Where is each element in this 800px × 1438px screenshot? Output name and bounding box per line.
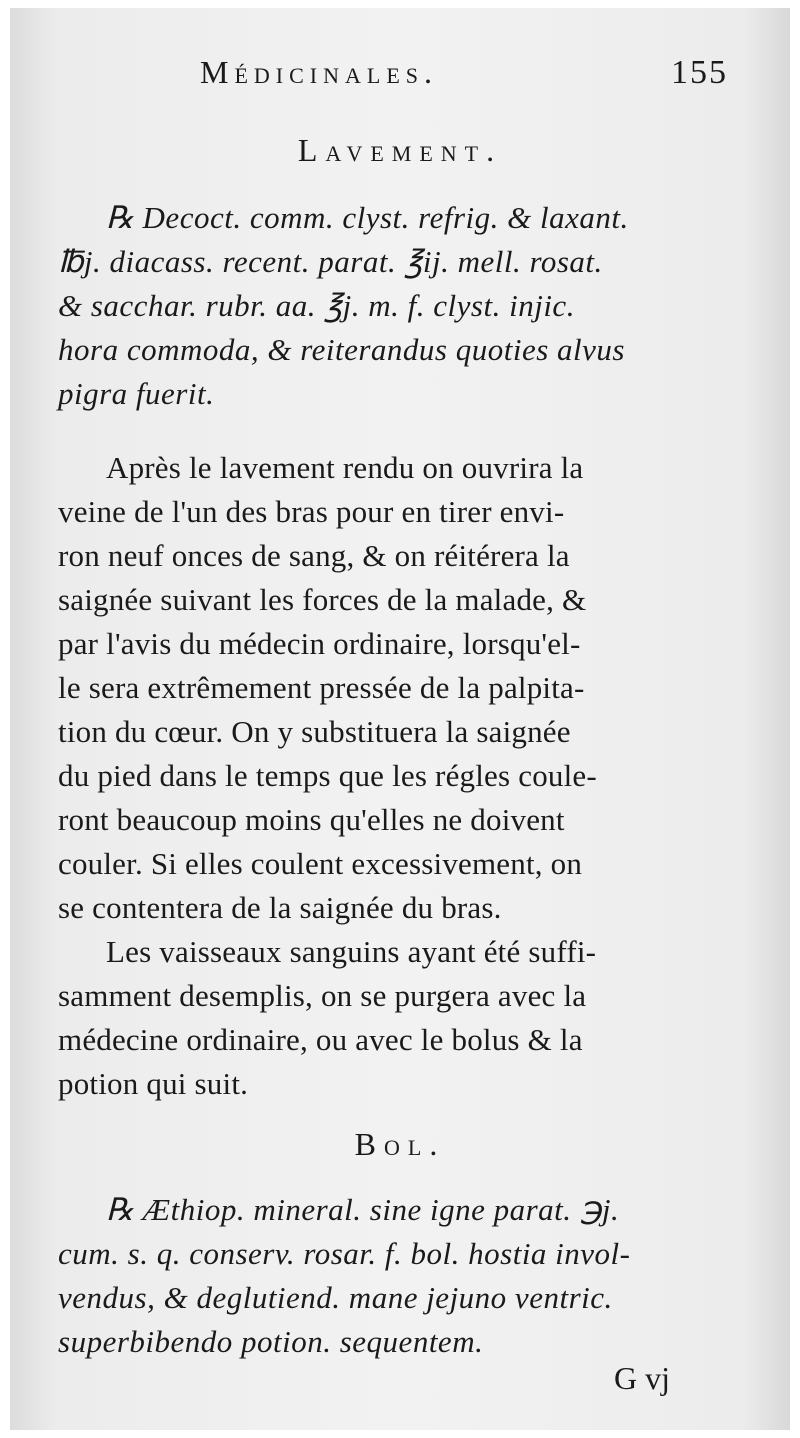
text-line: samment desemplis, on se purgera avec la [58,978,587,1013]
section-title-lavement: Lavement. [297,132,503,168]
recipe-line: hora commoda, & reiterandus quoties alvus [58,332,625,367]
book-page [10,8,790,1430]
text-line: Les vaisseaux sanguins ayant été suffi- [106,934,597,969]
recipe-line: cum. s. q. conserv. rosar. f. bol. hostia invol- [58,1236,631,1271]
recipe-line: ℞ Æthiop. mineral. sine igne parat. ℈j. [106,1192,620,1227]
recipe-line: ℞ Decoct. comm. clyst. refrig. & laxant. [106,200,629,235]
text-line: ront beaucoup moins qu'elles ne doivent [58,802,565,837]
recipe-line: pigra fuerit. [58,376,215,411]
recipe-bol [58,1188,738,1364]
recipe-line: superbibendo potion. sequentem. [58,1324,484,1359]
running-head: Médicinales. [200,54,438,90]
recipe-line: vendus, & deglutiend. mane jejuno ventric. [58,1280,613,1315]
paragraph-purge [58,930,738,1106]
paragraph-saignee [58,446,738,930]
text-line: couler. Si elles coulent excessivement, on [58,846,583,881]
recipe-lavement [58,196,738,416]
signature-mark: G vj [614,1360,670,1396]
section-title-bol: Bol. [354,1126,446,1162]
recipe-line: ℔j. diacass. recent. parat. ℥ij. mell. rosat. [58,244,603,279]
text-line: se contentera de la saignée du bras. [58,890,502,925]
text-line: par l'avis du médecin ordinaire, lorsqu'el- [58,626,581,661]
text-line: tion du cœur. On y substituera la saignée [58,714,571,749]
text-line: médecine ordinaire, ou avec le bolus & la [58,1022,583,1057]
recipe-line: & sacchar. rubr. aa. ℥j. m. f. clyst. injic. [58,288,575,323]
page-number: 155 [671,54,728,91]
text-line: du pied dans le temps que les régles coule- [58,758,597,793]
text-line: potion qui suit. [58,1066,249,1101]
page-header [10,54,790,94]
text-line: veine de l'un des bras pour en tirer envi- [58,494,565,529]
text-line: Après le lavement rendu on ouvrira la [106,450,584,485]
text-line: saignée suivant les forces de la malade, & [58,582,587,617]
text-line: le sera extrêmement pressée de la palpita- [58,670,585,705]
text-line: ron neuf onces de sang, & on réitérera la [58,538,570,573]
